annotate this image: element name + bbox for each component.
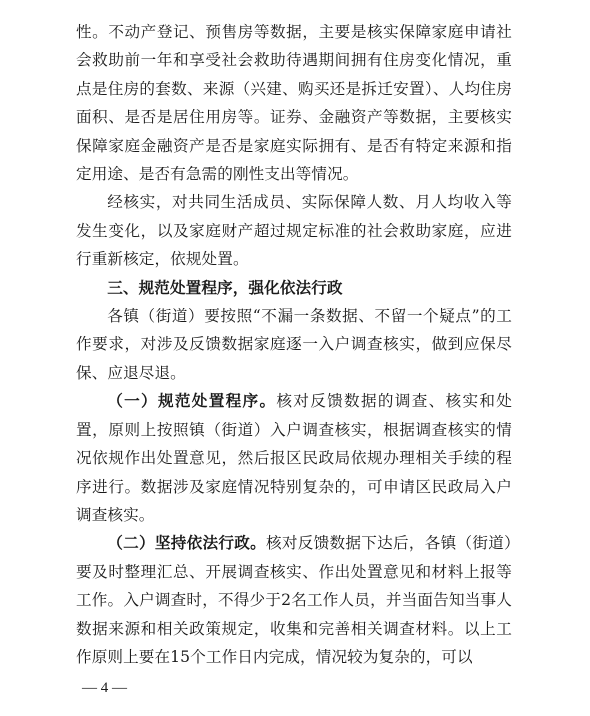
subsection-2-body: 核对反馈数据下达后，各镇（街道）要及时整理汇总、开展调查核实、作出处置意见和材料上报等工作。入户调查时，不得少于2名工作人员，并当面告知当事人数据来源和相关政策规定，收集和完善相关调查材料。以上工作原则上要在15个工作日内完成，情况较为复杂的，可以: [76, 534, 512, 666]
paragraph-data-verification: 性。不动产登记、预售房等数据，主要是核实保障家庭申请社会救助前一年和享受社会救助待遇期间拥有住房变化情况，重点是住房的套数、来源（兴建、购买还是拆迁安置）、人均住房面积、是否是居住用房等。证券、金融资产等数据，主要核实保障家庭金融资产是否是家庭实际拥有、是否有特定来源和指定用途、是否有急需的刚性支出等情况。: [76, 23, 512, 184]
subsection-1-title: （一）规范处置程序。: [107, 391, 277, 411]
document-body: [76, 18, 512, 671]
subsection-1-body: 核对反馈数据的调查、核实和处置，原则上按照镇（街道）入户调查核实，根据调查核实的情况依规作出处置意见，然后报区民政局依规办理相关手续的程序进行。数据涉及家庭情况特别复杂的，可申请区民政局入户调查核实。: [76, 392, 512, 524]
section-heading-3: 三、规范处置程序，强化依法行政: [107, 277, 343, 297]
subsection-1: [76, 387, 512, 529]
subsection-2-title: （二）坚持依法行政。: [107, 533, 266, 553]
page-number: — 4 —: [82, 680, 127, 696]
subsection-2: [76, 529, 512, 671]
paragraph-investigation-requirement: 各镇（街道）要按照“不漏一条数据、不留一个疑点”的工作要求，对涉及反馈数据家庭逐一入户调查核实，做到应保尽保、应退尽退。: [76, 307, 512, 382]
paragraph-reassessment: 经核实，对共同生活成员、实际保障人数、月人均收入等发生变化，以及家庭财产超过规定标准的社会救助家庭，应进行重新核定，依规处置。: [76, 193, 512, 269]
